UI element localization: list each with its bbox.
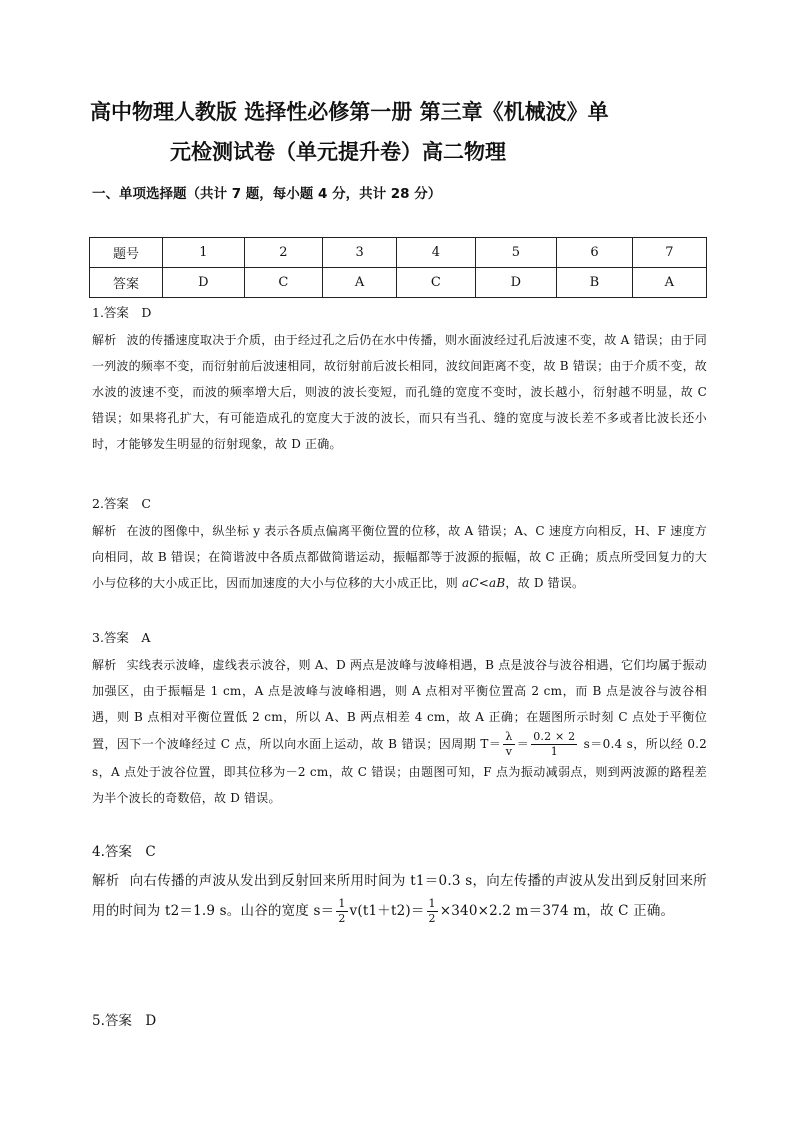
- section-heading: 一、单项选择题（共计 7 题，每小题 4 分，共计 28 分）: [92, 186, 442, 202]
- q3-equals: ＝: [516, 737, 530, 751]
- answer-table: [89, 237, 707, 298]
- q3-text-a: 实线表示波峰，虚线表示波谷，则 A、D 两点是波峰与波峰相遇，B 点是波谷与波谷相遇，它们均属于振动加强区，由于振幅是 1 cm，A 点是波峰与波峰相遇，则 A 点相对平衡位置高 2 cm，而 B 点是波谷与波谷相遇，则 B 点相对平衡位置低 2 cm，所以 A、B 两点相差 4 cm，故 A 正确；在题图所示时刻 C 点处于平衡位置，因下一个波峰经过 C 点，所以向水面上运动，故 B 错误；因周期 T＝: [92, 658, 707, 751]
- q3-answer: 3.答案 A: [92, 630, 151, 645]
- q4-half-numerator: 1: [338, 897, 346, 910]
- table-row-answers: [90, 268, 707, 298]
- q2-formula: aC<aB: [462, 576, 506, 590]
- q4-half-denominator: 2: [338, 912, 346, 925]
- q1-answer: 1.答案 D: [92, 305, 152, 320]
- table-header-answer: 答案: [90, 268, 163, 298]
- q3-text-b: s＝0.4 s，所以经 0.2 s，A 点处于波谷位置，即其位移为－2 cm，故 C 错误；由题图可知，F 点为振动减弱点，则到两波源的路程差为半个波长的奇数倍，故 D 错误。: [92, 737, 708, 805]
- table-cell: C: [397, 268, 475, 298]
- document-title: [90, 92, 710, 172]
- q4-text-b: v(t1＋t2)＝: [349, 903, 425, 919]
- table-cell: 5: [475, 238, 557, 268]
- table-row-numbers: [90, 238, 707, 268]
- table-cell: D: [475, 268, 557, 298]
- q4-text-c: ×340×2.2 m＝374 m，故 C 正确。: [439, 903, 675, 919]
- title-line-1: 高中物理人教版 选择性必修第一册 第三章《机械波》单: [90, 100, 609, 124]
- q2-text-a: 在波的图像中，纵坐标 y 表示各质点偏离平衡位置的位移，故 A 错误；A、C 速度方向相反，H、F 速度方向相同，故 B 错误；在简谐波中各质点都做简谐运动，振幅都等于波源的振幅，故 C 正确；质点所受回复力的大小与位移的大小成正比，因而加速度的大小与位移的大小成正比，则: [92, 524, 707, 590]
- q5-answer: 5.答案 D: [92, 1013, 157, 1029]
- table-cell: 2: [244, 238, 322, 268]
- q3-label: 解析: [92, 658, 117, 672]
- q1-text: 波的传播速度取决于介质，由于经过孔之后仍在水中传播，则水面波经过孔后波速不变，故 A 错误；由于同一列波的频率不变，而衍射前后波速相同，故衍射前后波长相同，波纹间距离不变，故 B 错误；由于介质不变，故水波的波速不变，而波的频率增大后，则波的波长变短，而孔缝的宽度不变时，波长越小，衍射越不明显，故 C 错误；如果将孔扩大，有可能造成孔的宽度大于波的波长，而只有当孔、缝的宽度与波长差不多或者比波长还小时，才能够发生明显的衍射现象，故 D 正确。: [92, 333, 707, 451]
- q2-answer: 2.答案 C: [92, 496, 151, 511]
- q2-text-b: ，故 D 错误。: [505, 576, 585, 590]
- q3-fraction-values: [531, 730, 577, 759]
- q2-block: [92, 494, 707, 596]
- q3-block: [92, 628, 707, 811]
- q5-block: [92, 1006, 707, 1036]
- table-cell: A: [632, 268, 706, 298]
- table-cell: C: [244, 268, 322, 298]
- table-cell: B: [557, 268, 632, 298]
- table-cell: A: [322, 268, 396, 298]
- q3-frac1-numerator: λ: [505, 730, 513, 743]
- table-cell: 3: [322, 238, 396, 268]
- q4-label: 解析: [92, 873, 120, 889]
- q4-answer: 4.答案 C: [92, 844, 156, 860]
- q2-label: 解析: [92, 524, 117, 538]
- q4-half2-numerator: 1: [428, 897, 436, 910]
- q4-half2-denominator: 2: [428, 912, 436, 925]
- q4-text-a: 向右传播的声波从发出到反射回来所用时间为 t1＝0.3 s，向左传播的声波从发出到反射回来所用的时间为 t2＝1.9 s。山谷的宽度 s＝: [92, 873, 707, 919]
- q2-explanation: [92, 518, 707, 596]
- q3-frac2-numerator: 0.2 × 2: [533, 730, 576, 743]
- q3-frac1-denominator: v: [505, 745, 513, 758]
- table-cell: 4: [397, 238, 475, 268]
- q4-block: [92, 840, 707, 926]
- q4-fraction-half-2: [427, 897, 438, 926]
- q3-frac2-denominator: 1: [550, 745, 558, 758]
- table-cell: D: [163, 268, 245, 298]
- table-header-number: 题号: [90, 238, 163, 268]
- q3-explanation: [92, 652, 707, 811]
- q3-fraction-lambda-v: [503, 730, 514, 759]
- table-cell: 7: [632, 238, 706, 268]
- table-cell: 6: [557, 238, 632, 268]
- q4-fraction-half-1: [336, 897, 347, 926]
- title-line-2: 元检测试卷（单元提升卷）高二物理: [170, 140, 506, 164]
- table-cell: 1: [163, 238, 245, 268]
- q1-block: [92, 303, 707, 457]
- q1-explanation: [92, 327, 707, 457]
- q1-label: 解析: [92, 333, 117, 347]
- q4-explanation: [92, 866, 707, 926]
